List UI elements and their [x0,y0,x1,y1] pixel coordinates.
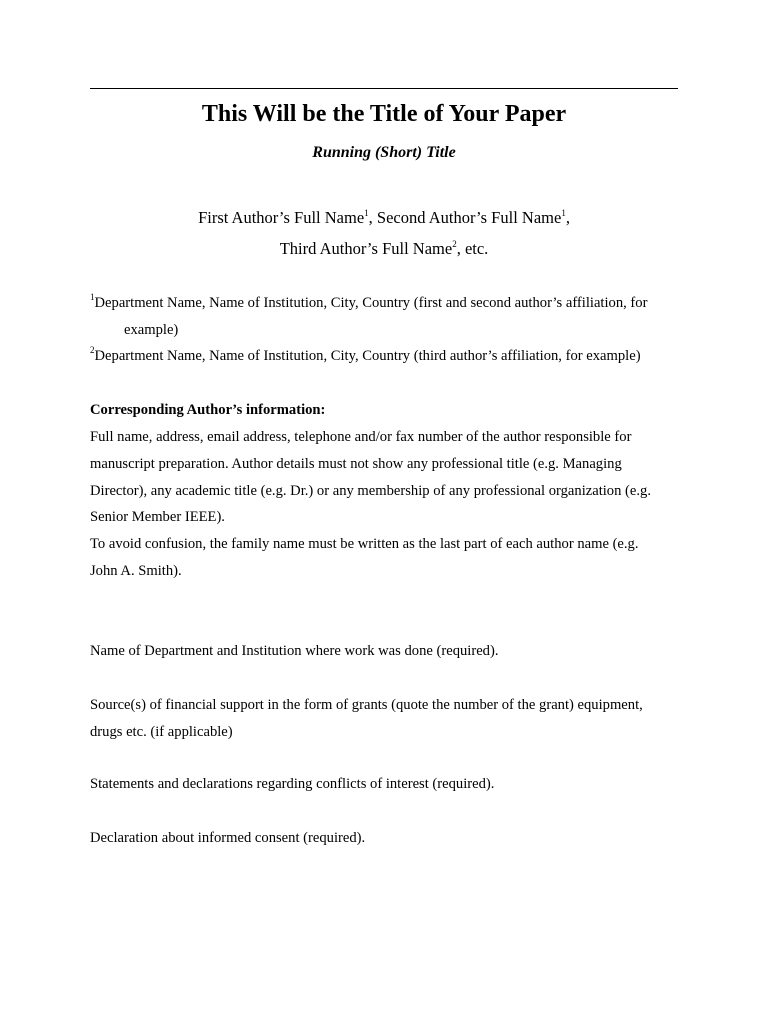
paper-title: This Will be the Title of Your Paper [201,101,567,127]
author-line-1-end: , [565,208,570,227]
author-line-2-end: , etc. [456,239,489,258]
author-line-2 [90,233,678,264]
conflicts-note: Statements and declarations regarding conflicts of interest (required). [90,776,495,792]
affiliation-2-mark: 2 [90,345,95,355]
funding-line: Source(s) of financial support in the form of grants (quote the number of the grant) equipment, [90,697,643,713]
corresponding-line: manuscript preparation. Author details must not show any professional title (e.g. Managing [90,455,622,472]
corresponding-line: John A. Smith). [90,562,182,579]
author-2-name: , Second Author’s Full Name [368,208,562,227]
running-title: Running (Short) Title [312,144,456,161]
affiliation-1-mark: 1 [90,292,95,302]
consent-note: Declaration about informed consent (required). [90,830,366,846]
author-1-affil-mark: 1 [364,208,369,218]
funding-line: drugs etc. (if applicable) [90,723,233,740]
corresponding-line: To avoid confusion, the family name must be written as the last part of each author name (e.g. [90,536,639,553]
corresponding-line: Senior Member IEEE). [90,509,225,526]
affiliation-2-text: Department Name, Name of Institution, City, Country (third author’s affiliation, for example) [94,348,641,364]
corresponding-line: Director), any academic title (e.g. Dr.) or any membership of any professional organization (e.g. [90,482,651,499]
author-2-affil-mark: 1 [561,208,566,218]
corresponding-author-body [90,424,680,585]
department-note: Name of Department and Institution where work was done (required). [90,643,499,659]
author-list [90,202,678,264]
author-line-1 [90,202,678,233]
corresponding-line: Full name, address, email address, telephone and/or fax number of the author responsible for [90,429,632,445]
funding-note [90,692,680,746]
author-1-name: First Author’s Full Name [198,208,365,227]
corresponding-author-heading: Corresponding Author’s information: [90,402,326,418]
affiliation-1-continuation: example) [124,321,179,338]
author-3-name: Third Author’s Full Name [279,239,453,258]
author-3-affil-mark: 2 [452,239,457,249]
affiliation-1 [90,290,680,343]
affiliation-2 [90,343,680,370]
top-rule [90,88,678,89]
affiliation-1-text: Department Name, Name of Institution, City, Country (first and second author’s affiliation, for [94,295,648,311]
